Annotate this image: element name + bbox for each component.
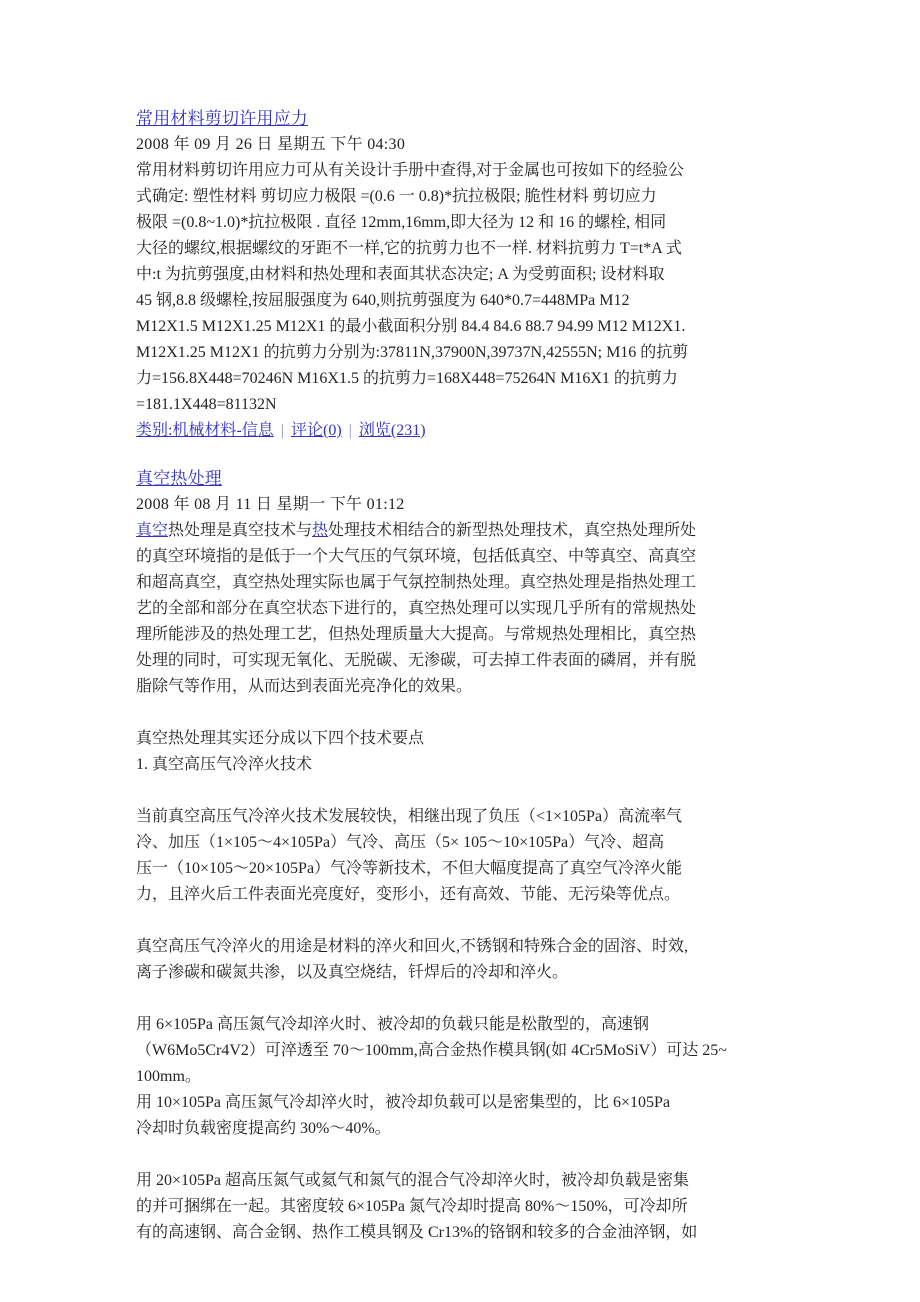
post-gap bbox=[136, 444, 792, 466]
body-line: 的并可捆绑在一起。其密度较 6×105Pa 氮气冷却时提高 80%～150%，可冷却所 bbox=[136, 1198, 688, 1215]
post-title-link-2[interactable]: 真空热处理 bbox=[136, 469, 222, 488]
body-line-blank bbox=[136, 700, 792, 726]
body-line-blank bbox=[136, 986, 792, 1012]
category-label: 类别: bbox=[136, 422, 173, 439]
category-name: 机械材料-信息 bbox=[172, 422, 274, 439]
body-line: 的真空环境指的是低于一个大气压的气氛环境，包括低真空、中等真空、高真空 bbox=[136, 548, 697, 565]
body-line: 理所能涉及的热处理工艺，但热处理质量大大提高。与常规热处理相比，真空热 bbox=[136, 626, 697, 643]
body-line: 脂除气等作用，从而达到表面光亮净化的效果。 bbox=[136, 678, 473, 695]
body-line: 冷、加压（1×105～4×105Pa）气冷、高压（5× 105～10×105Pa）气冷、超高 bbox=[136, 834, 665, 851]
post-views-link-1[interactable]: 浏览(231) bbox=[358, 422, 426, 439]
post-meta-1 bbox=[136, 418, 792, 444]
body-line: 1. 真空高压气冷淬火技术 bbox=[136, 756, 313, 773]
body-line: 处理的同时，可实现无氧化、无脱碳、无渗碳，可去掉工件表面的磷屑，并有脱 bbox=[136, 652, 697, 669]
post-date-2: 2008 年 08 月 11 日 星期一 下午 01:12 bbox=[136, 496, 405, 513]
body-line: M12X1.5 M12X1.25 M12X1 的最小截面积分别 84.4 84.6 88.7 94.99 M12 M12X1. bbox=[136, 318, 686, 335]
body-line: 真空热处理其实还分成以下四个技术要点 bbox=[136, 730, 425, 747]
post-date-1: 2008 年 09 月 26 日 星期五 下午 04:30 bbox=[136, 136, 406, 153]
post-comments-link-1[interactable]: 评论(0) bbox=[291, 422, 342, 439]
inline-link-vacuum[interactable]: 真空 bbox=[136, 522, 169, 539]
intro-text-part-2: 处理技术相结合的新型热处理技术，真空热处理所处 bbox=[328, 522, 697, 539]
content-column bbox=[136, 106, 792, 1246]
body-line: 用 10×105Pa 高压氮气冷却淬火时，被冷却负载可以是密集型的，比 6×105Pa bbox=[136, 1094, 671, 1111]
post-body-1 bbox=[136, 158, 792, 418]
body-line: 100mm。 bbox=[136, 1068, 201, 1085]
post-category-link-1[interactable] bbox=[136, 422, 274, 439]
body-line: 力=156.8X448=70246N M16X1.5 的抗剪力=168X448=75264N M16X1 的抗剪力 bbox=[136, 370, 678, 387]
body-line: 式确定: 塑性材料 剪切应力极限 =(0.6 一 0.8)*抗拉极限; 脆性材料 剪切应力 bbox=[136, 188, 657, 205]
body-line: 极限 =(0.8~1.0)*抗拉极限 . 直径 12mm,16mm,即大径为 12 和 16 的螺栓, 相同 bbox=[136, 214, 667, 231]
body-line: 大径的螺纹,根据螺纹的牙距不一样,它的抗剪力也不一样. 材料抗剪力 T=t*A 式 bbox=[136, 240, 682, 257]
body-line: 力，且淬火后工件表面光亮度好，变形小，还有高效、节能、无污染等优点。 bbox=[136, 886, 681, 903]
body-line: 冷却时负载密度提高约 30%～40%。 bbox=[136, 1120, 391, 1137]
inline-link-heat[interactable]: 热 bbox=[312, 522, 329, 539]
body-line: 用 20×105Pa 超高压氮气或氦气和氮气的混合气冷却淬火时，被冷却负载是密集 bbox=[136, 1172, 690, 1189]
body-line: （W6Mo5Cr4V2）可淬透至 70～100mm,高合金热作模具钢(如 4Cr5MoSiV）可达 25~ bbox=[136, 1042, 727, 1059]
body-line: 离子渗碳和碳氮共渗，以及真空烧结，钎焊后的冷却和淬火。 bbox=[136, 964, 569, 981]
body-line: 和超高真空，真空热处理实际也属于气氛控制热处理。真空热处理是指热处理工 bbox=[136, 574, 697, 591]
body-line: 艺的全部和部分在真空状态下进行的，真空热处理可以实现几乎所有的常规热处 bbox=[136, 600, 697, 617]
body-line: 中:t 为抗剪强度,由材料和热处理和表面其状态决定; A 为受剪面积; 设材料取 bbox=[136, 266, 665, 283]
body-line: 用 6×105Pa 高压氮气冷却淬火时、被冷却的负载只能是松散型的，高速钢 bbox=[136, 1016, 650, 1033]
body-line-blank bbox=[136, 908, 792, 934]
body-line: 当前真空高压气冷淬火技术发展较快，相继出现了负压（<1×105Pa）高流率气 bbox=[136, 808, 683, 825]
body-line: 真空高压气冷淬火的用途是材料的淬火和回火,不锈钢和特殊合金的固溶、时效, bbox=[136, 938, 689, 955]
body-line: 45 钢,8.8 级螺栓,按屈服强度为 640,则抗剪强度为 640*0.7=448MPa M12 bbox=[136, 292, 630, 309]
post-title-link-1[interactable]: 常用材料剪切许用应力 bbox=[136, 109, 308, 128]
meta-separator: | bbox=[280, 422, 284, 439]
body-line-intro bbox=[136, 518, 792, 544]
blog-post-1 bbox=[136, 106, 792, 444]
body-line-blank bbox=[136, 778, 792, 804]
body-line-blank bbox=[136, 1142, 792, 1168]
body-line: 有的高速钢、高合金钢、热作工模具钢及 Cr13%的铬钢和较多的合金油淬钢，如 bbox=[136, 1224, 698, 1241]
post-body-2 bbox=[136, 518, 792, 1246]
body-line: 压一（10×105～20×105Pa）气冷等新技术，不但大幅度提高了真空气冷淬火能 bbox=[136, 860, 683, 877]
meta-separator: | bbox=[348, 422, 352, 439]
body-line: 常用材料剪切许用应力可从有关设计手册中查得,对于金属也可按如下的经验公 bbox=[136, 162, 685, 179]
blog-post-2 bbox=[136, 466, 792, 1246]
body-line: M12X1.25 M12X1 的抗剪力分别为:37811N,37900N,39737N,42555N; M16 的抗剪 bbox=[136, 344, 689, 361]
body-line: =181.1X448=81132N bbox=[136, 396, 277, 413]
intro-text-part-1: 热处理是真空技术与 bbox=[168, 522, 313, 539]
